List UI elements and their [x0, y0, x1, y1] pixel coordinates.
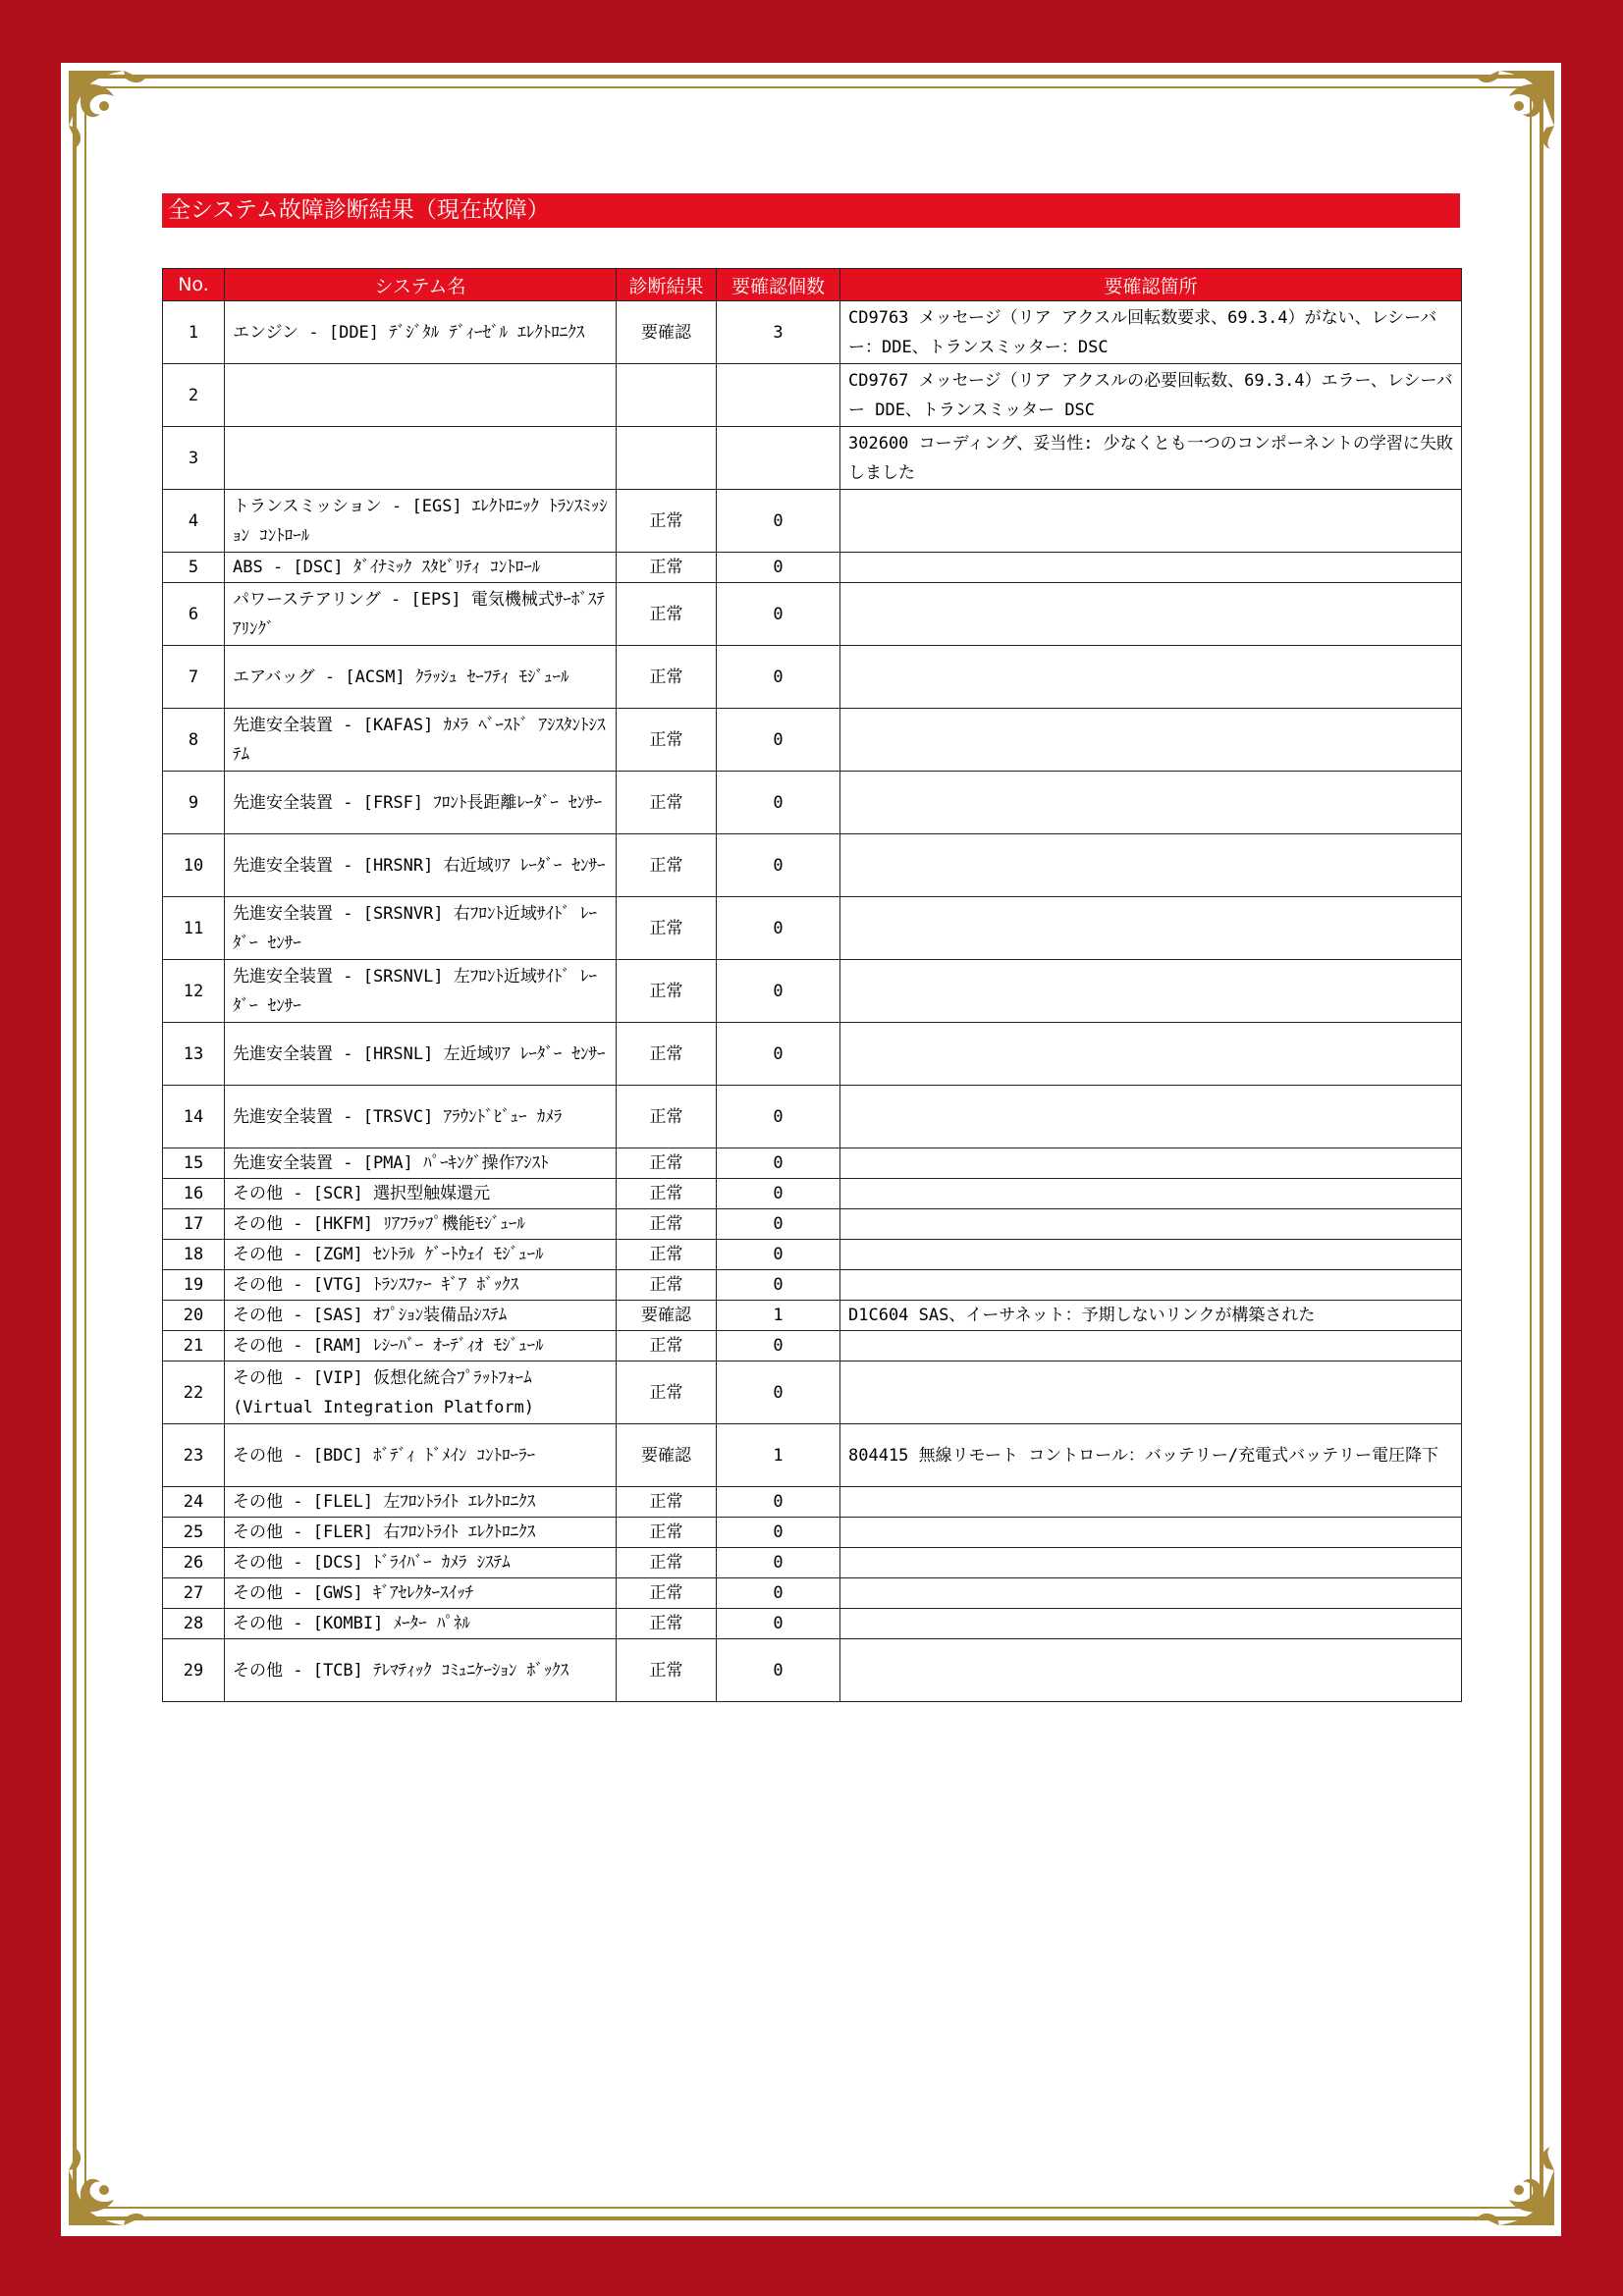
- issue-count: [717, 364, 840, 427]
- issue-detail: [840, 960, 1462, 1023]
- issue-count: 0: [717, 709, 840, 772]
- row-no: 29: [163, 1639, 225, 1702]
- table-row: [163, 1331, 1462, 1362]
- system-name: エアバッグ - [ACSM] ｸﾗｯｼｭ ｾｰﾌﾃｨ ﾓｼﾞｭｰﾙ: [225, 646, 617, 709]
- system-name: その他 - [GWS] ｷﾞｱｾﾚｸﾀｰｽｲｯﾁ: [225, 1578, 617, 1609]
- row-no: 11: [163, 897, 225, 960]
- row-no: 9: [163, 772, 225, 834]
- system-name: その他 - [FLER] 右ﾌﾛﾝﾄﾗｲﾄ ｴﾚｸﾄﾛﾆｸｽ: [225, 1518, 617, 1548]
- table-row: [163, 1086, 1462, 1148]
- issue-count: 3: [717, 301, 840, 364]
- issue-count: 0: [717, 1086, 840, 1148]
- table-row: [163, 897, 1462, 960]
- issue-count: [717, 427, 840, 490]
- diagnosis-result: 正常: [617, 834, 717, 897]
- issue-detail: [840, 1023, 1462, 1086]
- table-row: [163, 1148, 1462, 1179]
- header-count: 要確認個数: [717, 269, 840, 301]
- issue-count: 0: [717, 1023, 840, 1086]
- table-row: [163, 1240, 1462, 1270]
- issue-detail: [840, 709, 1462, 772]
- issue-detail: [840, 772, 1462, 834]
- row-no: 26: [163, 1548, 225, 1578]
- diagnosis-result: 正常: [617, 1270, 717, 1301]
- row-no: 22: [163, 1362, 225, 1424]
- diagnosis-result: 正常: [617, 1331, 717, 1362]
- issue-count: 0: [717, 1578, 840, 1609]
- issue-detail: D1C604 SAS、イーサネット：予期しないリンクが構築された: [840, 1301, 1462, 1331]
- row-no: 17: [163, 1209, 225, 1240]
- row-no: 1: [163, 301, 225, 364]
- table-row: [163, 1179, 1462, 1209]
- row-no: 14: [163, 1086, 225, 1148]
- table-row: [163, 1023, 1462, 1086]
- diagnosis-result: 正常: [617, 897, 717, 960]
- system-name: 先進安全装置 - [FRSF] ﾌﾛﾝﾄ長距離ﾚｰﾀﾞｰ ｾﾝｻｰ: [225, 772, 617, 834]
- issue-count: 0: [717, 1639, 840, 1702]
- table-row: [163, 1609, 1462, 1639]
- system-name: [225, 427, 617, 490]
- row-no: 23: [163, 1424, 225, 1487]
- system-name: 先進安全装置 - [HRSNR] 右近域ﾘｱ ﾚｰﾀﾞｰ ｾﾝｻｰ: [225, 834, 617, 897]
- issue-detail: [840, 1179, 1462, 1209]
- issue-count: 0: [717, 1548, 840, 1578]
- system-name: その他 - [ZGM] ｾﾝﾄﾗﾙ ｹﾞｰﾄｳｪｲ ﾓｼﾞｭｰﾙ: [225, 1240, 617, 1270]
- table-row: [163, 1270, 1462, 1301]
- diagnosis-result: 要確認: [617, 301, 717, 364]
- system-name: 先進安全装置 - [PMA] ﾊﾟｰｷﾝｸﾞ操作ｱｼｽﾄ: [225, 1148, 617, 1179]
- system-name: その他 - [SCR] 選択型触媒還元: [225, 1179, 617, 1209]
- system-name: 先進安全装置 - [KAFAS] ｶﾒﾗ ﾍﾞｰｽﾄﾞ ｱｼｽﾀﾝﾄｼｽﾃﾑ: [225, 709, 617, 772]
- issue-detail: CD9763 メッセージ（リア アクスル回転数要求、69.3.4）がない、レシーバー：DDE、トランスミッター：DSC: [840, 301, 1462, 364]
- header-detail: 要確認箇所: [840, 269, 1462, 301]
- row-no: 2: [163, 364, 225, 427]
- table-header-row: [163, 269, 1462, 301]
- issue-detail: 302600 コーディング、妥当性: 少なくとも一つのコンポーネントの学習に失敗しました: [840, 427, 1462, 490]
- table-row: [163, 553, 1462, 583]
- issue-detail: [840, 1609, 1462, 1639]
- row-no: 24: [163, 1487, 225, 1518]
- issue-detail: [840, 1578, 1462, 1609]
- table-row: [163, 1578, 1462, 1609]
- row-no: 18: [163, 1240, 225, 1270]
- issue-detail: [840, 1362, 1462, 1424]
- issue-count: 1: [717, 1301, 840, 1331]
- table-row: [163, 583, 1462, 646]
- row-no: 7: [163, 646, 225, 709]
- system-name: その他 - [VIP] 仮想化統合ﾌﾟﾗｯﾄﾌｫｰﾑ (Virtual Integration Platform): [225, 1362, 617, 1424]
- system-name: その他 - [SAS] ｵﾌﾟｼｮﾝ装備品ｼｽﾃﾑ: [225, 1301, 617, 1331]
- diagnosis-result: 正常: [617, 583, 717, 646]
- table-row: [163, 1518, 1462, 1548]
- issue-count: 0: [717, 583, 840, 646]
- issue-count: 0: [717, 553, 840, 583]
- issue-detail: [840, 1548, 1462, 1578]
- row-no: 21: [163, 1331, 225, 1362]
- issue-detail: [840, 1487, 1462, 1518]
- issue-count: 0: [717, 960, 840, 1023]
- issue-count: 0: [717, 1209, 840, 1240]
- system-name: その他 - [BDC] ﾎﾞﾃﾞｨ ﾄﾞﾒｲﾝ ｺﾝﾄﾛｰﾗｰ: [225, 1424, 617, 1487]
- issue-detail: [840, 1209, 1462, 1240]
- diagnosis-result: 正常: [617, 1023, 717, 1086]
- table-row: [163, 301, 1462, 364]
- corner-ornament-icon: [65, 67, 159, 161]
- issue-detail: [840, 1270, 1462, 1301]
- issue-detail: [840, 583, 1462, 646]
- issue-count: 0: [717, 1148, 840, 1179]
- table-row: [163, 1362, 1462, 1424]
- system-name: パワーステアリング - [EPS] 電気機械式ｻｰﾎﾞｽﾃｱﾘﾝｸﾞ: [225, 583, 617, 646]
- system-name: その他 - [VTG] ﾄﾗﾝｽﾌｧｰ ｷﾞｱ ﾎﾞｯｸｽ: [225, 1270, 617, 1301]
- issue-detail: [840, 1518, 1462, 1548]
- diagnosis-result: 正常: [617, 1639, 717, 1702]
- issue-detail: [840, 897, 1462, 960]
- diagnosis-result: 正常: [617, 490, 717, 553]
- row-no: 13: [163, 1023, 225, 1086]
- corner-ornament-icon: [65, 2135, 159, 2229]
- issue-detail: [840, 646, 1462, 709]
- row-no: 6: [163, 583, 225, 646]
- row-no: 27: [163, 1578, 225, 1609]
- issue-detail: [840, 1240, 1462, 1270]
- table-row: [163, 1487, 1462, 1518]
- system-name: ABS - [DSC] ﾀﾞｲﾅﾐｯｸ ｽﾀﾋﾞﾘﾃｨ ｺﾝﾄﾛｰﾙ: [225, 553, 617, 583]
- table-row: [163, 364, 1462, 427]
- diagnosis-result: 要確認: [617, 1424, 717, 1487]
- issue-count: 1: [717, 1424, 840, 1487]
- system-name: 先進安全装置 - [SRSNVL] 左ﾌﾛﾝﾄ近域ｻｲﾄﾞ ﾚｰﾀﾞｰ ｾﾝｻｰ: [225, 960, 617, 1023]
- system-name: 先進安全装置 - [SRSNVR] 右ﾌﾛﾝﾄ近域ｻｲﾄﾞ ﾚｰﾀﾞｰ ｾﾝｻｰ: [225, 897, 617, 960]
- diagnosis-result: 正常: [617, 1362, 717, 1424]
- diagnosis-result: 正常: [617, 553, 717, 583]
- system-name: その他 - [RAM] ﾚｼｰﾊﾞｰ ｵｰﾃﾞｨｵ ﾓｼﾞｭｰﾙ: [225, 1331, 617, 1362]
- system-name: その他 - [KOMBI] ﾒｰﾀｰ ﾊﾟﾈﾙ: [225, 1609, 617, 1639]
- issue-detail: 804415 無線リモート コントロール：バッテリー/充電式バッテリー電圧降下: [840, 1424, 1462, 1487]
- issue-count: 0: [717, 1609, 840, 1639]
- diagnosis-result: 正常: [617, 1179, 717, 1209]
- table-row: [163, 772, 1462, 834]
- table-row: [163, 1548, 1462, 1578]
- issue-count: 0: [717, 646, 840, 709]
- corner-ornament-icon: [1464, 2135, 1558, 2229]
- system-name: 先進安全装置 - [TRSVC] ｱﾗｳﾝﾄﾞﾋﾞｭｰ ｶﾒﾗ: [225, 1086, 617, 1148]
- issue-detail: [840, 1086, 1462, 1148]
- issue-count: 0: [717, 1331, 840, 1362]
- header-result: 診断結果: [617, 269, 717, 301]
- system-name: 先進安全装置 - [HRSNL] 左近域ﾘｱ ﾚｰﾀﾞｰ ｾﾝｻｰ: [225, 1023, 617, 1086]
- system-name: トランスミッション - [EGS] ｴﾚｸﾄﾛﾆｯｸ ﾄﾗﾝｽﾐｯｼｮﾝ ｺﾝﾄﾛｰﾙ: [225, 490, 617, 553]
- row-no: 20: [163, 1301, 225, 1331]
- table-row: [163, 1209, 1462, 1240]
- diagnosis-result: 正常: [617, 960, 717, 1023]
- row-no: 5: [163, 553, 225, 583]
- row-no: 28: [163, 1609, 225, 1639]
- row-no: 8: [163, 709, 225, 772]
- diagnosis-result: [617, 427, 717, 490]
- issue-count: 0: [717, 1179, 840, 1209]
- table-row: [163, 646, 1462, 709]
- issue-detail: [840, 834, 1462, 897]
- diagnosis-result: 正常: [617, 1518, 717, 1548]
- issue-detail: [840, 1148, 1462, 1179]
- header-system-name: システム名: [225, 269, 617, 301]
- issue-count: 0: [717, 1487, 840, 1518]
- issue-detail: CD9767 メッセージ（リア アクスルの必要回転数、69.3.4）エラー、レシーバー DDE、トランスミッター DSC: [840, 364, 1462, 427]
- table-row: [163, 1301, 1462, 1331]
- issue-count: 0: [717, 897, 840, 960]
- diagnosis-result: 正常: [617, 1487, 717, 1518]
- table-body: [163, 301, 1462, 1702]
- issue-count: 0: [717, 834, 840, 897]
- row-no: 3: [163, 427, 225, 490]
- row-no: 12: [163, 960, 225, 1023]
- table-row: [163, 709, 1462, 772]
- system-name: [225, 364, 617, 427]
- row-no: 4: [163, 490, 225, 553]
- diagnosis-result: 正常: [617, 709, 717, 772]
- row-no: 10: [163, 834, 225, 897]
- table-row: [163, 834, 1462, 897]
- diagnosis-result: 正常: [617, 1240, 717, 1270]
- diagnosis-result: [617, 364, 717, 427]
- issue-detail: [840, 490, 1462, 553]
- issue-detail: [840, 553, 1462, 583]
- system-name: エンジン - [DDE] ﾃﾞｼﾞﾀﾙ ﾃﾞｨｰｾﾞﾙ ｴﾚｸﾄﾛﾆｸｽ: [225, 301, 617, 364]
- system-name: その他 - [FLEL] 左ﾌﾛﾝﾄﾗｲﾄ ｴﾚｸﾄﾛﾆｸｽ: [225, 1487, 617, 1518]
- table-row: [163, 427, 1462, 490]
- diagnosis-result: 正常: [617, 646, 717, 709]
- row-no: 19: [163, 1270, 225, 1301]
- issue-count: 0: [717, 1270, 840, 1301]
- issue-detail: [840, 1639, 1462, 1702]
- diagnosis-result: 正常: [617, 1578, 717, 1609]
- section-title: 全システム故障診断結果（現在故障）: [162, 193, 1460, 228]
- diagnosis-result: 要確認: [617, 1301, 717, 1331]
- system-name: その他 - [TCB] ﾃﾚﾏﾃｨｯｸ ｺﾐｭﾆｹｰｼｮﾝ ﾎﾞｯｸｽ: [225, 1639, 617, 1702]
- issue-count: 0: [717, 1362, 840, 1424]
- row-no: 25: [163, 1518, 225, 1548]
- diagnosis-result: 正常: [617, 1086, 717, 1148]
- corner-ornament-icon: [1464, 67, 1558, 161]
- row-no: 15: [163, 1148, 225, 1179]
- diagnosis-result: 正常: [617, 1209, 717, 1240]
- issue-count: 0: [717, 490, 840, 553]
- system-name: その他 - [DCS] ﾄﾞﾗｲﾊﾞｰ ｶﾒﾗ ｼｽﾃﾑ: [225, 1548, 617, 1578]
- table-row: [163, 490, 1462, 553]
- issue-count: 0: [717, 1240, 840, 1270]
- table-row: [163, 1639, 1462, 1702]
- table-row: [163, 960, 1462, 1023]
- header-no: No.: [163, 269, 225, 301]
- issue-count: 0: [717, 1518, 840, 1548]
- diagnosis-result: 正常: [617, 772, 717, 834]
- issue-detail: [840, 1331, 1462, 1362]
- diagnosis-result: 正常: [617, 1548, 717, 1578]
- system-name: その他 - [HKFM] ﾘｱﾌﾗｯﾌﾟ機能ﾓｼﾞｭｰﾙ: [225, 1209, 617, 1240]
- diagnosis-result: 正常: [617, 1148, 717, 1179]
- table-row: [163, 1424, 1462, 1487]
- diagnosis-result: 正常: [617, 1609, 717, 1639]
- diagnosis-table: [162, 268, 1462, 1702]
- row-no: 16: [163, 1179, 225, 1209]
- issue-count: 0: [717, 772, 840, 834]
